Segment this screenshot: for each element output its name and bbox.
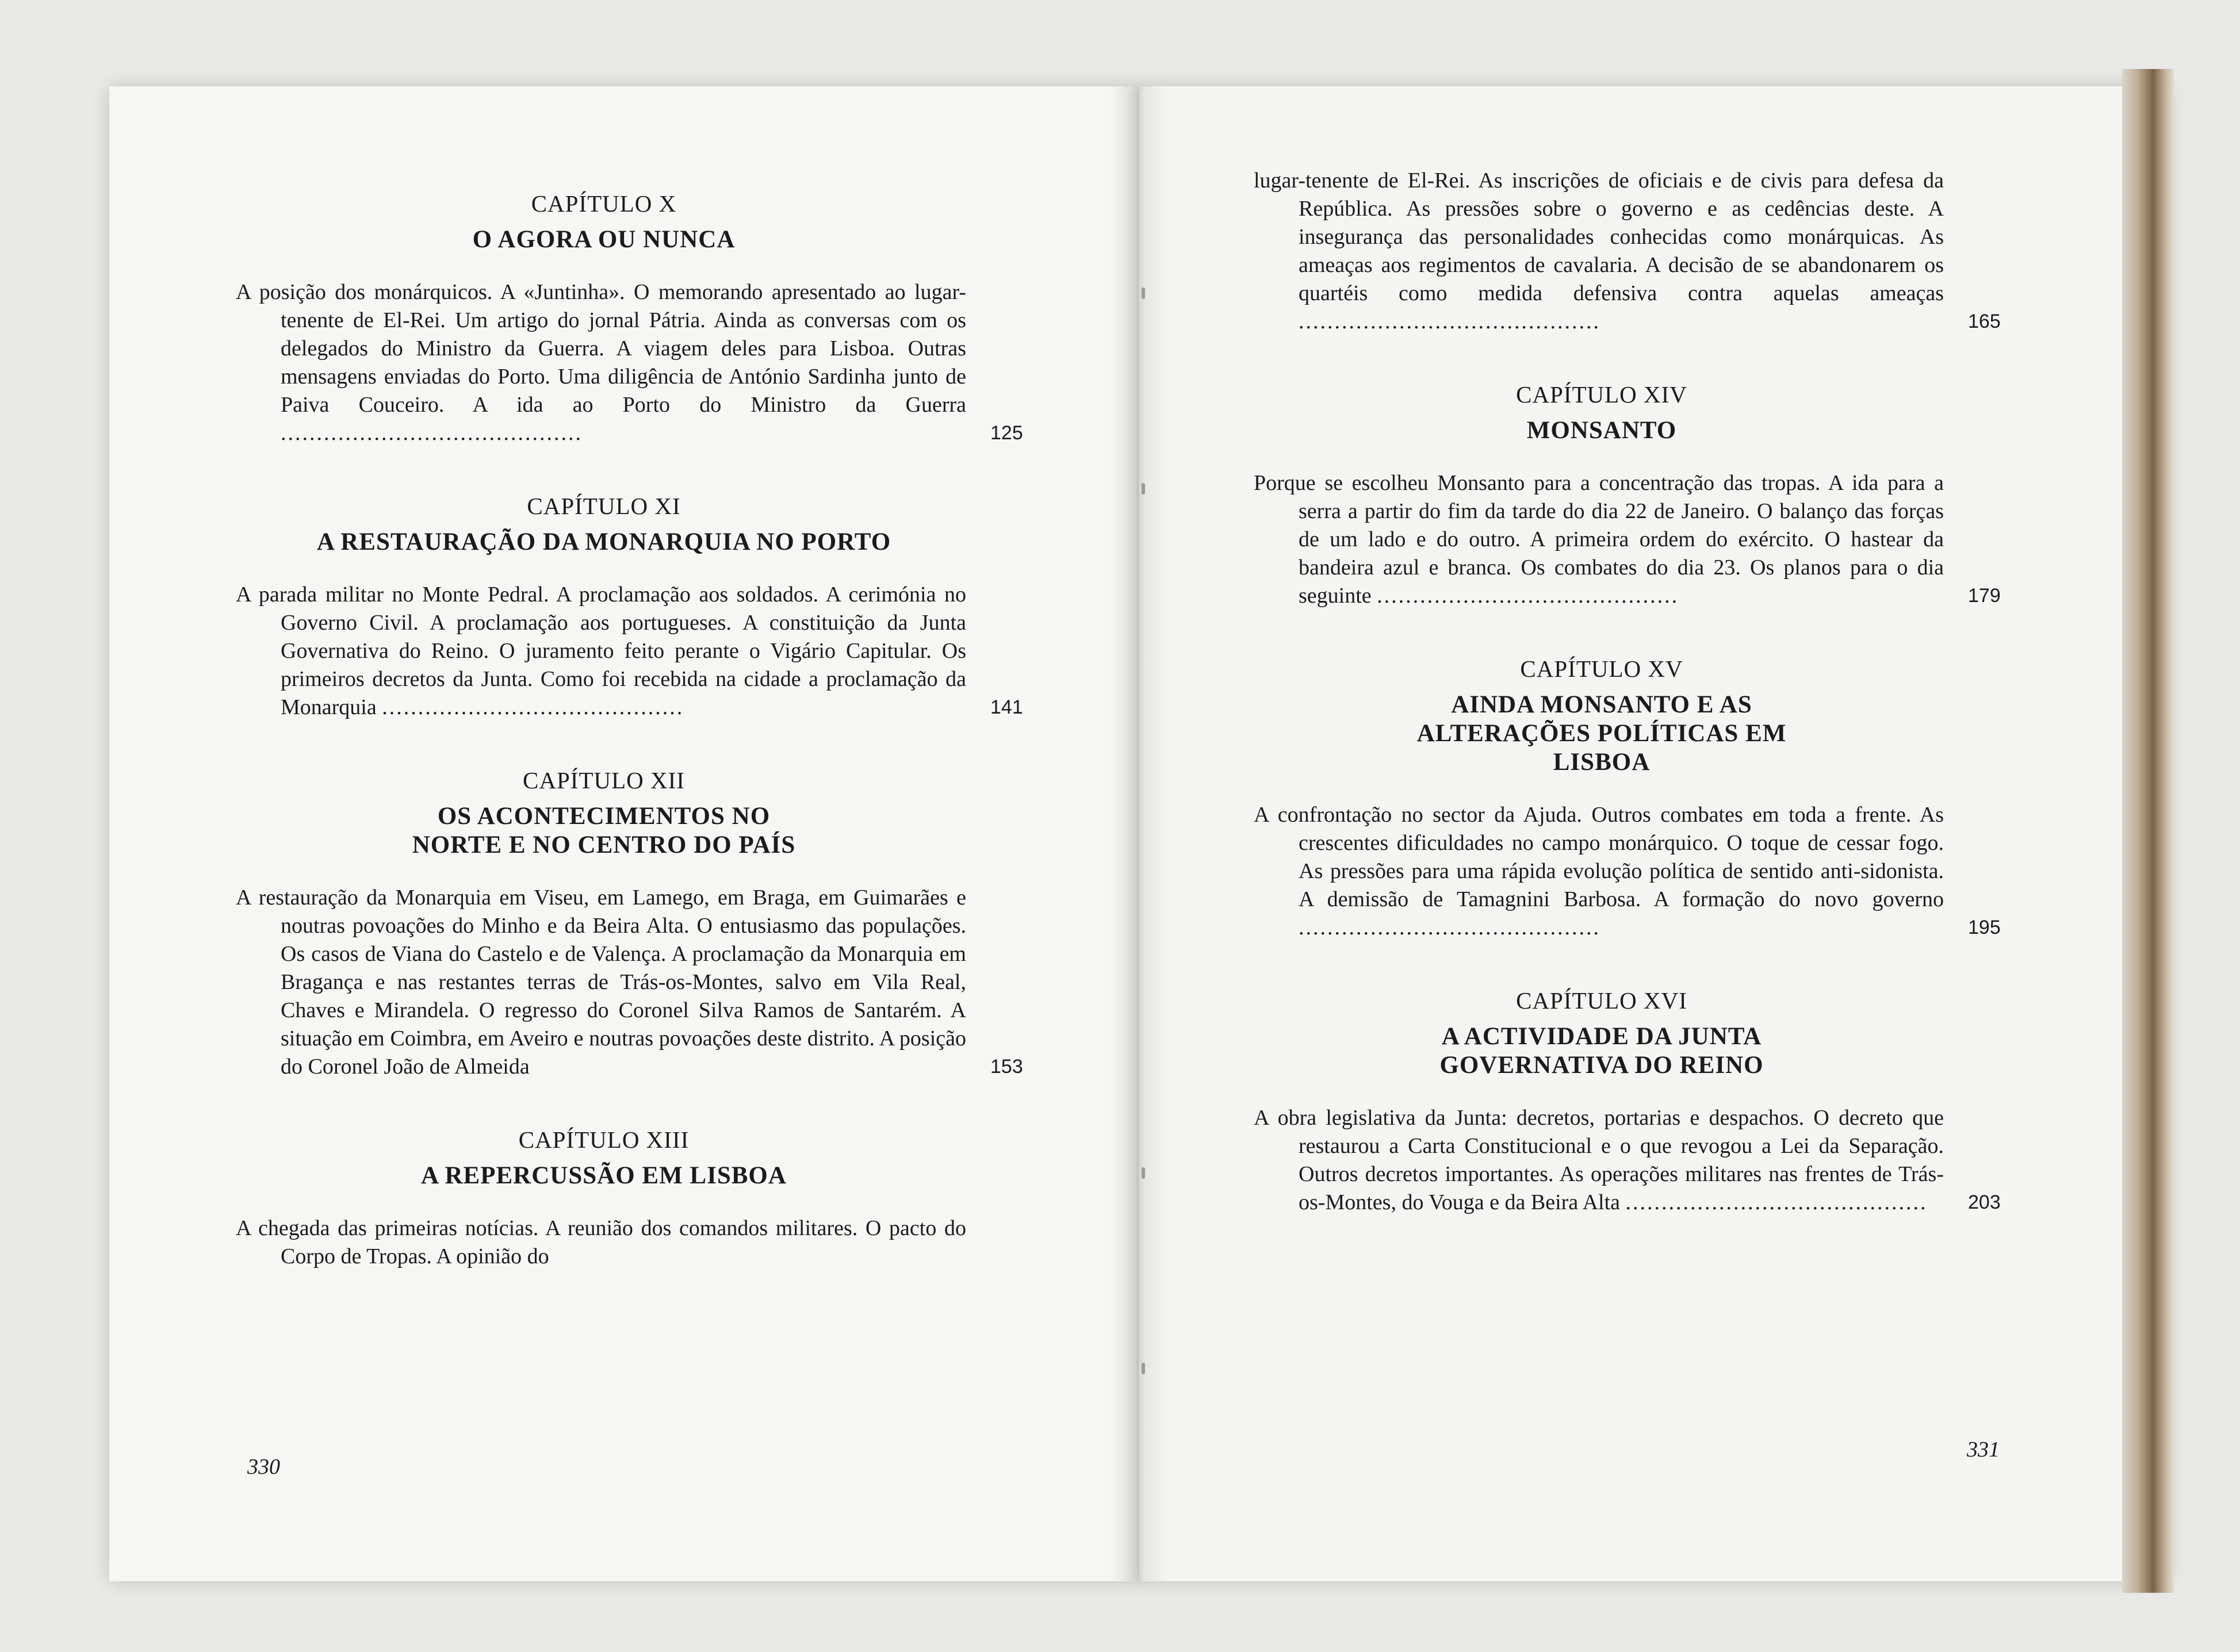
chapter-summary: Porque se escolheu Monsanto para a concentração das tropas. A ida para a serra a partir do fim da tarde do dia 22 de Janeiro. O balanço das forças de um lado e do outro. A primeira ordem do exército. O hastear da bandeira azul e branca. Os combates do dia 23. Os planos para o dia seguinte .......................................... <box>1254 471 1944 608</box>
chapter-summary: A chegada das primeiras notícias. A reunião dos comandos militares. O pacto do Corpo de Tropas. A opinião do <box>236 1216 966 1268</box>
chapter-entry <box>236 190 972 447</box>
binding-stitch <box>1142 288 1145 299</box>
chapter-title: MONSANTO <box>1526 417 1677 444</box>
chapter-entry <box>236 766 972 1081</box>
chapter-title: A RESTAURAÇÃO DA MONARQUIA NO PORTO <box>316 528 891 555</box>
chapter-entry <box>1254 655 1950 942</box>
chapter-entry <box>1254 381 1950 610</box>
chapter-title: O AGORA OU NUNCA <box>472 226 736 253</box>
chapter-summary: A restauração da Monarquia em Viseu, em Lamego, em Braga, em Guimarães e noutras povoações do Minho e da Beira Alta. O entusiasmo das populações. Os casos de Viana do Castelo e de Valença. A proclamação da Monarquia em Bragança e nas restantes terras de Trás-os-Montes, salvo em Vila Real, Chaves e Mirandela. O regresso do Coronel Silva Ramos de Santarém. A situação em Coimbra, em Aveiro e noutras povoações deste distrito. A posição do Coronel João de Almeida <box>236 886 966 1079</box>
chapter-entry <box>1254 987 1950 1217</box>
page-edge <box>2122 69 2174 1593</box>
left-page-content <box>236 190 972 1316</box>
chapter-summary: A parada militar no Monte Pedral. A proclamação aos soldados. A cerimónia no Governo Civil. A proclamação aos portugueses. A constituição da Junta Governativa do Reino. O juramento feito perante o Vigário Capitular. Os primeiros decretos da Junta. Como foi recebida na cidade a proclamação da Monarquia .......................................... <box>236 582 966 719</box>
chapter-label: CAPÍTULO XII <box>523 767 685 794</box>
chapter-title: A ACTIVIDADE DA JUNTA GOVERNATIVA DO REINO <box>1439 1023 1764 1079</box>
chapter-title: AINDA MONSANTO E AS ALTERAÇÕES POLÍTICAS EM LISBOA <box>1416 691 1787 776</box>
chapter-label: CAPÍTULO XIV <box>1516 381 1687 408</box>
chapter-summary: A obra legislativa da Junta: decretos, portarias e despachos. O decreto que restaurou a Carta Constitucional e o que revogou a Lei da Separação. Outros decretos importantes. As operações militares nas frentes de Trás-os-Montes, do Vouga e da Beira Alta .......................................... <box>1254 1106 1944 1214</box>
chapter-label: CAPÍTULO XV <box>1520 656 1683 682</box>
page-folio: 330 <box>247 1455 280 1479</box>
page-folio: 331 <box>1967 1438 2000 1462</box>
chapter-label: CAPÍTULO X <box>531 190 677 217</box>
chapter-continuation <box>1254 167 1950 336</box>
chapter-summary: lugar-tenente de El-Rei. As inscrições de oficiais e de civis para defesa da República. As pressões sobre o governo e as cedências deste. A insegurança das personalidades conhecidas como monárquicas. As ameaças aos regimentos de cavalaria. A decisão de se abandonarem os quartéis como medida defensiva contra aquelas ameaças .......................................... <box>1254 168 1944 334</box>
chapter-summary: A confrontação no sector da Ajuda. Outros combates em toda a frente. As crescentes dificuldades no campo monárquico. O toque de cessar fogo. As pressões para uma rápida evolução política de sentido anti-sidonista. A demissão de Tamagnini Barbosa. A formação do novo governo .......................................... <box>1254 803 1944 940</box>
binding-stitch <box>1142 1363 1145 1374</box>
chapter-title: OS ACONTECIMENTOS NO NORTE E NO CENTRO DO PAÍS <box>412 803 796 858</box>
chapter-entry <box>236 492 972 722</box>
chapter-label: CAPÍTULO XI <box>527 493 681 519</box>
chapter-summary: A posição dos monárquicos. A «Juntinha». O memorando apresentado ao lugar-tenente de El-Rei. Um artigo do jornal Pátria. Ainda as conversas com os delegados do Ministro da Guerra. A viagem deles para Lisboa. Outras mensagens enviadas do Porto. Uma diligência de António Sardinha junto de Paiva Couceiro. A ida ao Porto do Ministro da Guerra .......................................... <box>236 280 966 445</box>
binding-stitch <box>1142 1167 1145 1179</box>
right-page-content <box>1254 167 1950 1262</box>
chapter-label: CAPÍTULO XIII <box>518 1126 690 1153</box>
chapter-entry <box>236 1126 972 1271</box>
book-gutter <box>1110 86 1167 1581</box>
chapter-title: A REPERCUSSÃO EM LISBOA <box>421 1162 787 1189</box>
chapter-label: CAPÍTULO XVI <box>1516 987 1687 1014</box>
binding-stitch <box>1142 483 1145 495</box>
